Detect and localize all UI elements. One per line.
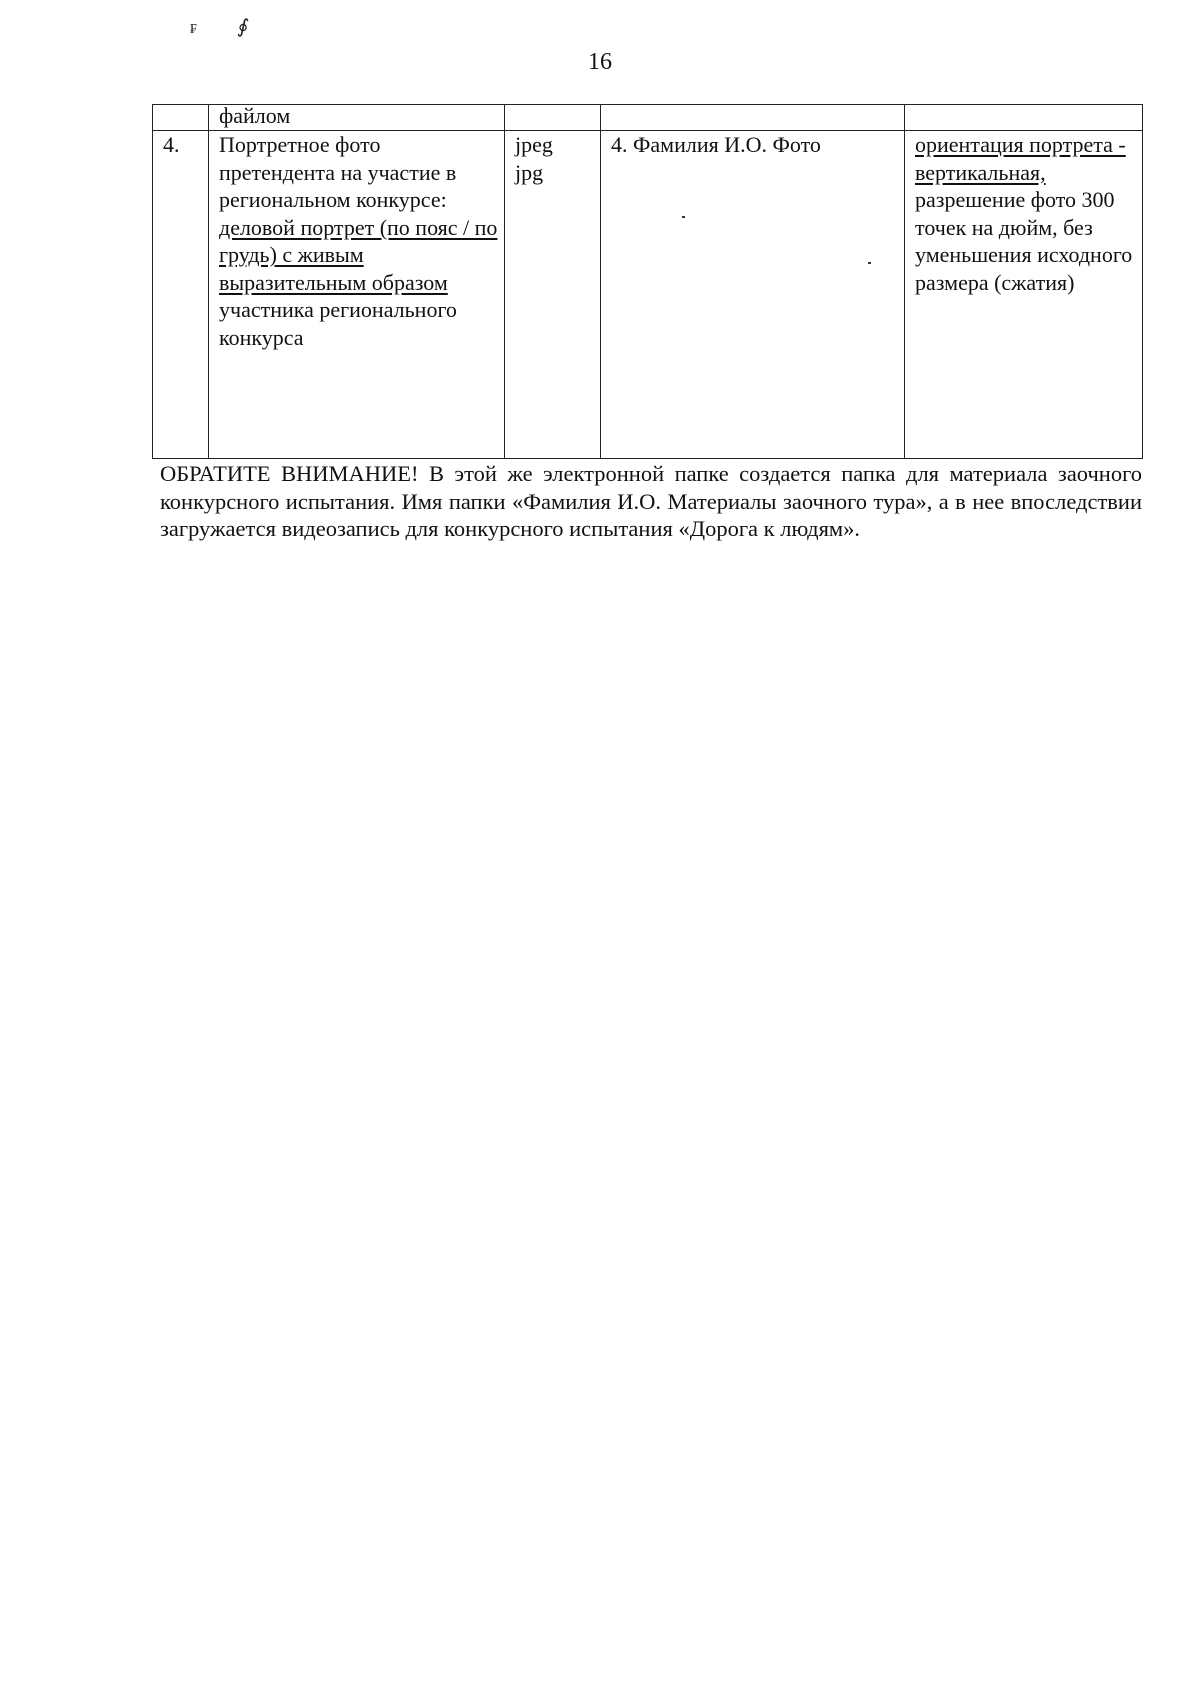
description-line: претендента на участие в <box>219 159 457 185</box>
cell-text: файлом <box>219 103 291 128</box>
file-format: jpg <box>515 159 544 185</box>
notice-paragraph: ОБРАТИТЕ ВНИМАНИЕ! В этой же электронной папке создается папка для материала заочного конкурсного испытания. Имя папки «Фамилия И.О. Материалы заочного тура», а в нее впоследствии загружается видеозапись для конкурсного испытания «Дорога к людям». <box>160 461 1142 541</box>
table-cell-filename <box>601 105 905 131</box>
description-line: региональном конкурсе: <box>219 187 447 212</box>
table-cell-requirements <box>905 131 1143 459</box>
table-cell-desc <box>209 105 505 131</box>
scan-speck-mark: ∮ <box>236 15 251 39</box>
scan-dot <box>868 262 871 264</box>
document-table <box>152 104 1143 459</box>
file-name: 4. Фамилия И.О. Фото <box>611 132 821 157</box>
table-row <box>153 105 1143 131</box>
table-cell-format <box>505 105 601 131</box>
table-cell-format <box>505 131 601 459</box>
row-number: 4. <box>163 132 180 157</box>
description-underlined: деловой портрет (по пояс / по грудь) с живым выразительным образом <box>219 214 498 295</box>
page-number: 16 <box>588 49 612 75</box>
requirements-underlined: ориентация портрета - вертикальная, <box>915 132 1126 185</box>
description-line: Портретное фото <box>219 132 381 157</box>
table-cell-filename <box>601 131 905 459</box>
table-cell-requirements <box>905 105 1143 131</box>
table-cell-num <box>153 105 209 131</box>
table-cell-desc <box>209 131 505 459</box>
scan-dot <box>682 216 685 218</box>
table-row <box>153 131 1143 459</box>
table-cell-num <box>153 131 209 459</box>
description-tail: участника регионального конкурса <box>219 297 457 350</box>
scan-speck-mark: ₣ <box>190 22 197 37</box>
file-format: jpeg <box>515 132 553 157</box>
requirements-text: разрешение фото 300 точек на дюйм, без уменьшения исходного размера (сжатия) <box>915 187 1133 295</box>
